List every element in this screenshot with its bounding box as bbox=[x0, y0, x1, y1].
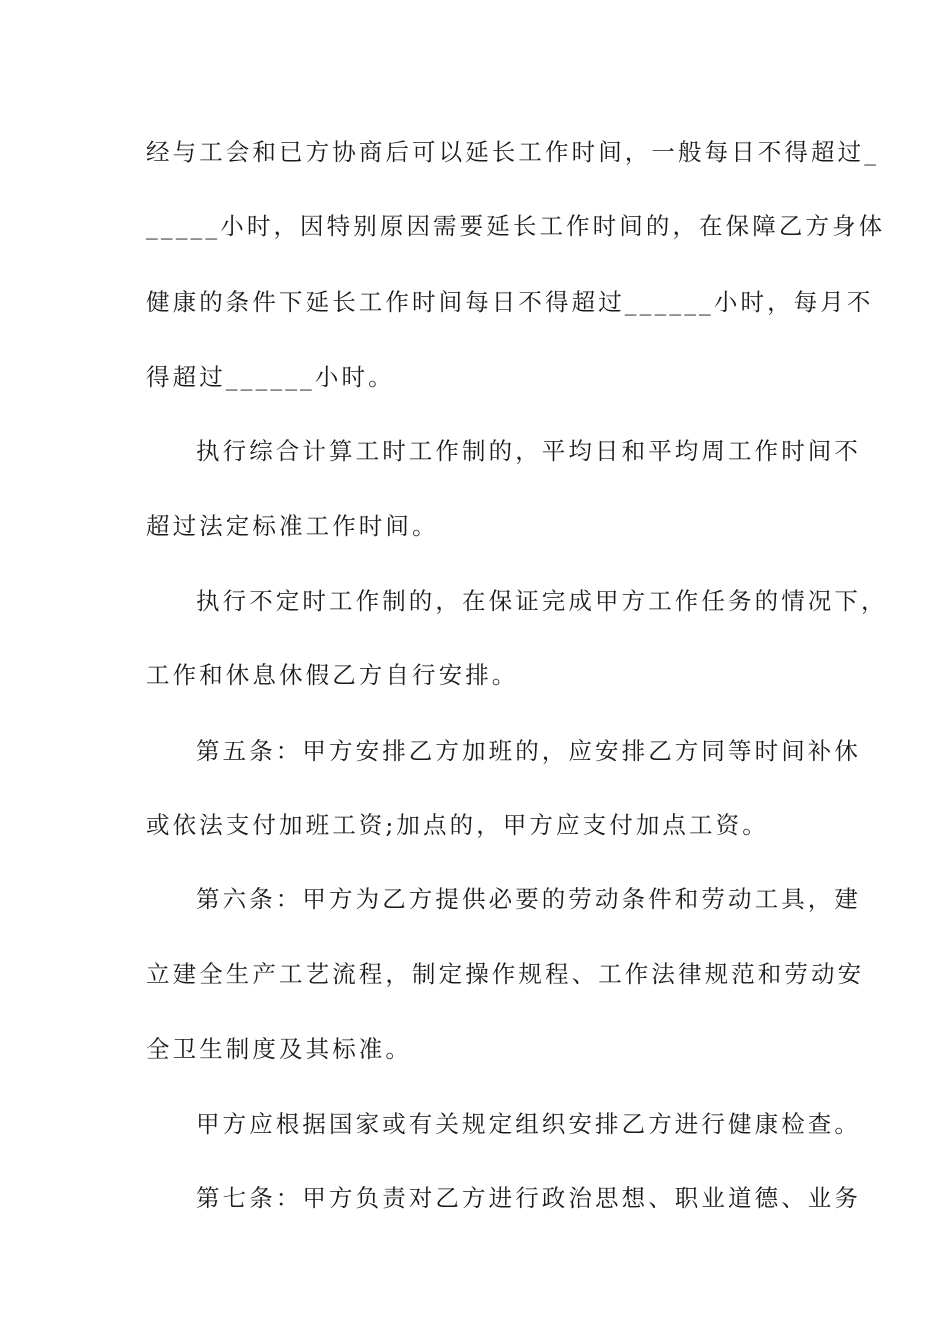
paragraph-line-12: 立建全生产工艺流程，制定操作规程、工作法律规范和劳动安 bbox=[146, 960, 865, 988]
paragraph-line-8: 工作和休息休假乙方自行安排。 bbox=[146, 661, 519, 689]
paragraph-line-4: 得超过______小时。 bbox=[146, 363, 395, 391]
paragraph-line-14: 甲方应根据国家或有关规定组织安排乙方进行健康检查。 bbox=[196, 1110, 861, 1138]
paragraph-line-5: 执行综合计算工时工作制的，平均日和平均周工作时间不 bbox=[196, 437, 861, 465]
paragraph-line-7: 执行不定时工作制的，在保证完成甲方工作任务的情况下， bbox=[196, 587, 888, 615]
paragraph-line-13: 全卫生制度及其标准。 bbox=[146, 1035, 412, 1063]
paragraph-line-1: 经与工会和已方协商后可以延长工作时间，一般每日不得超过_ bbox=[146, 138, 880, 166]
paragraph-line-6: 超过法定标准工作时间。 bbox=[146, 512, 439, 540]
paragraph-line-2: _____小时，因特别原因需要延长工作时间的，在保障乙方身体 bbox=[146, 212, 886, 240]
paragraph-line-3: 健康的条件下延长工作时间每日不得超过______小时，每月不 bbox=[146, 288, 874, 316]
paragraph-line-15: 第七条：甲方负责对乙方进行政治思想、职业道德、业务 bbox=[196, 1184, 861, 1212]
paragraph-line-11: 第六条：甲方为乙方提供必要的劳动条件和劳动工具，建 bbox=[196, 885, 861, 913]
paragraph-line-9: 第五条：甲方安排乙方加班的，应安排乙方同等时间补休 bbox=[196, 737, 861, 765]
paragraph-line-10: 或依法支付加班工资;加点的，甲方应支付加点工资。 bbox=[146, 811, 769, 839]
